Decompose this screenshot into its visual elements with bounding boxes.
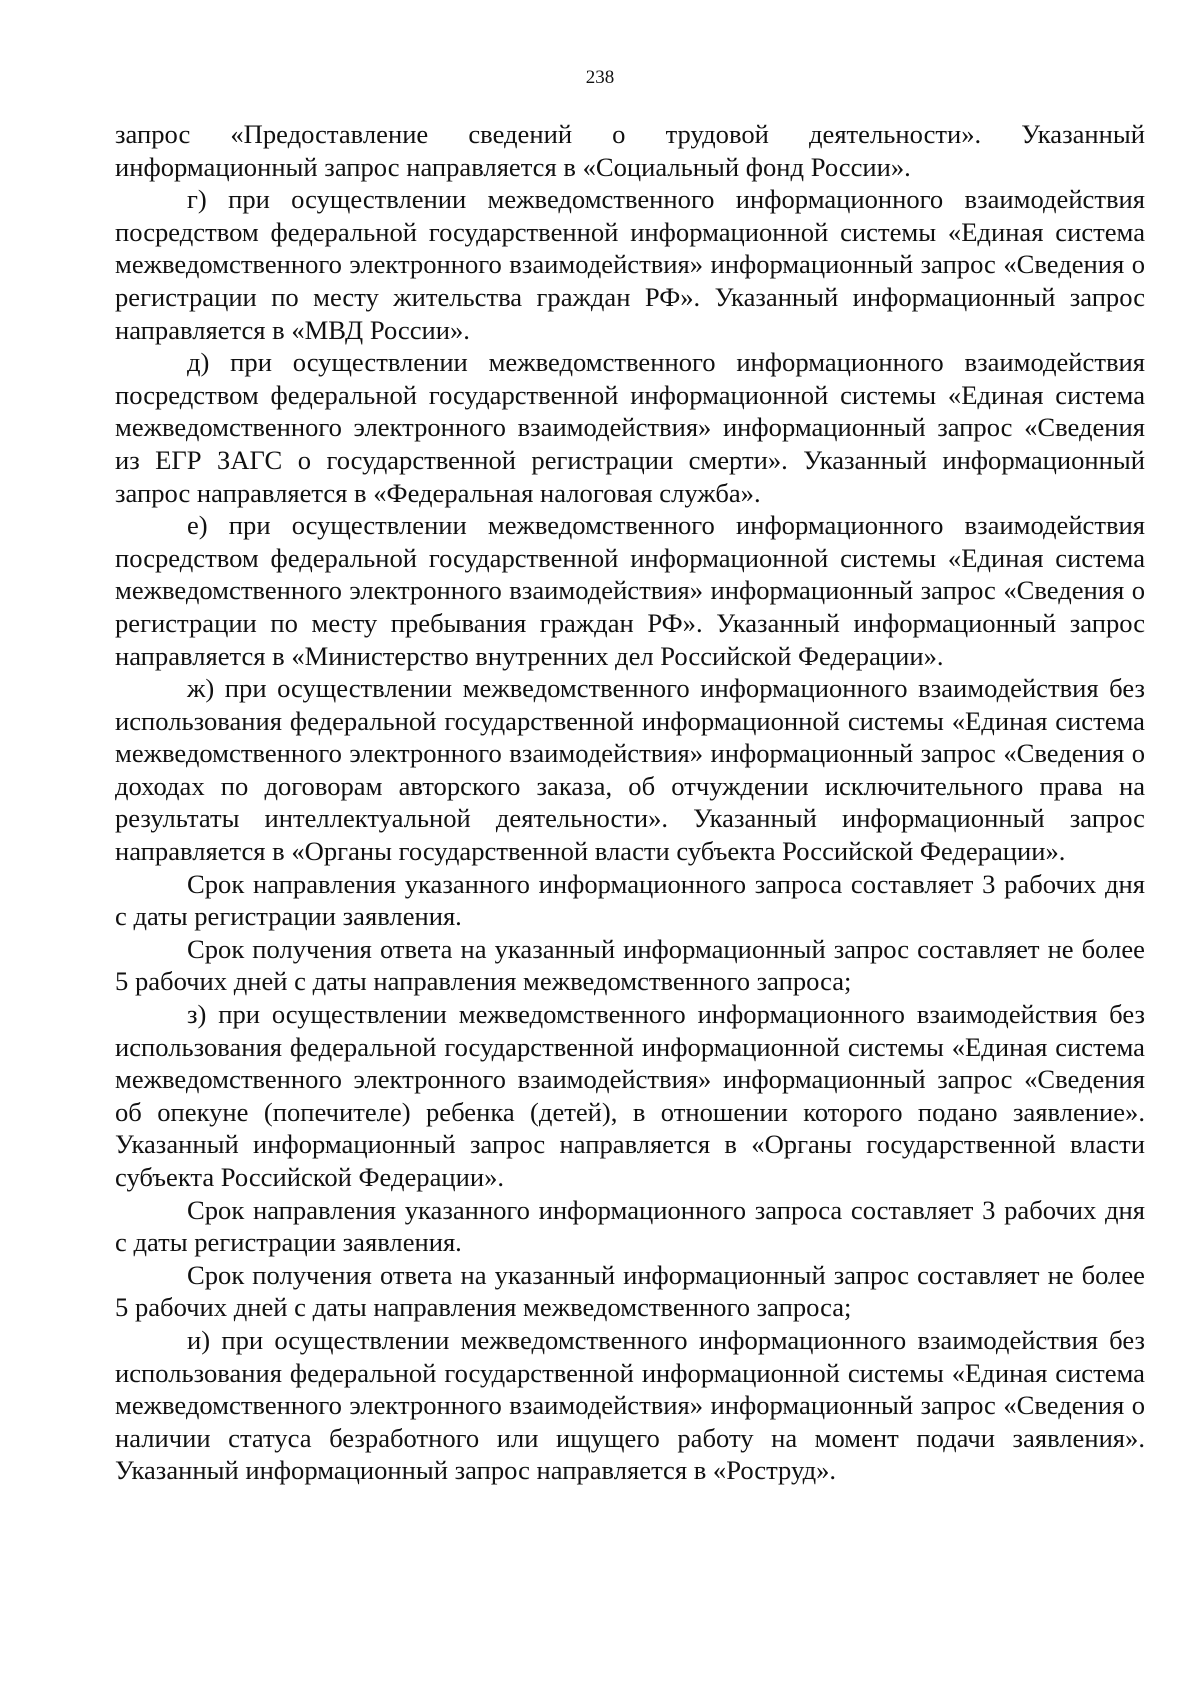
paragraph-item-z: з) при осуществлении межведомственного информационного взаимодействия без использования федеральной государственной информационной системы «Единая система межведомственного электронного взаимодействия» информационный запрос «Сведения об опекуне (попечителе) ребенка (детей), в отношении которого подано заявление». Указанный информационный запрос направляется в «Органы государственной власти субъекта Российской Федерации». — [115, 999, 1145, 1192]
paragraph-item-zh: ж) при осуществлении межведомственного информационного взаимодействия без использования федеральной государственной информационной системы «Единая система межведомственного электронного взаимодействия» информационный запрос «Сведения о доходах по договорам авторского заказа, об отчуждении исключительного права на результаты интеллектуальной деятельности». Указанный информационный запрос направляется в «Органы государственной власти субъекта Российской Федерации». — [115, 673, 1145, 867]
paragraph-item-e: е) при осуществлении межведомственного информационного взаимодействия посредством федеральной государственной информационной системы «Единая система межведомственного электронного взаимодействия» информационный запрос «Сведения о регистрации по месту пребывания граждан РФ». Указанный информационный запрос направляется в «Министерство внутренних дел Российской Федерации». — [115, 510, 1145, 671]
paragraph-continuation: запрос «Предоставление сведений о трудовой деятельности». Указанный информационный запрос направляется в «Социальный фонд России». — [115, 119, 1145, 182]
paragraph-deadline-receive: Срок получения ответа на указанный информационный запрос составляет не более 5 рабочих дней с даты направления межведомственного запроса; — [115, 1259, 1145, 1323]
paragraph-item-i: и) при осуществлении межведомственного информационного взаимодействия без использования федеральной государственной информационной системы «Единая система межведомственного электронного взаимодействия» информационный запрос «Сведения о наличии статуса безработного или ищущего работу на момент подачи заявления». Указанный информационный запрос направляется в «Роструд». — [115, 1324, 1145, 1486]
paragraph-deadline-send: Срок направления указанного информационного запроса составляет 3 рабочих дня с даты регистрации заявления. — [115, 868, 1145, 932]
paragraph-item-d: д) при осуществлении межведомственного информационного взаимодействия посредством федеральной государственной информационной системы «Единая система межведомственного электронного взаимодействия» информационный запрос «Сведения из ЕГР ЗАГС о государственной регистрации смерти». Указанный информационный запрос направляется в «Федеральная налоговая служба». — [115, 347, 1145, 508]
document-body — [115, 118, 1145, 1487]
paragraph-item-g: г) при осуществлении межведомственного информационного взаимодействия посредством федеральной государственной информационной системы «Единая система межведомственного электронного взаимодействия» информационный запрос «Сведения о регистрации по месту жительства граждан РФ». Указанный информационный запрос направляется в «МВД России». — [115, 184, 1145, 345]
paragraph-deadline-send: Срок направления указанного информационного запроса составляет 3 рабочих дня с даты регистрации заявления. — [115, 1194, 1145, 1258]
paragraph-deadline-receive: Срок получения ответа на указанный информационный запрос составляет не более 5 рабочих дней с даты направления межведомственного запроса; — [115, 933, 1145, 997]
page-number: 238 — [585, 67, 615, 88]
